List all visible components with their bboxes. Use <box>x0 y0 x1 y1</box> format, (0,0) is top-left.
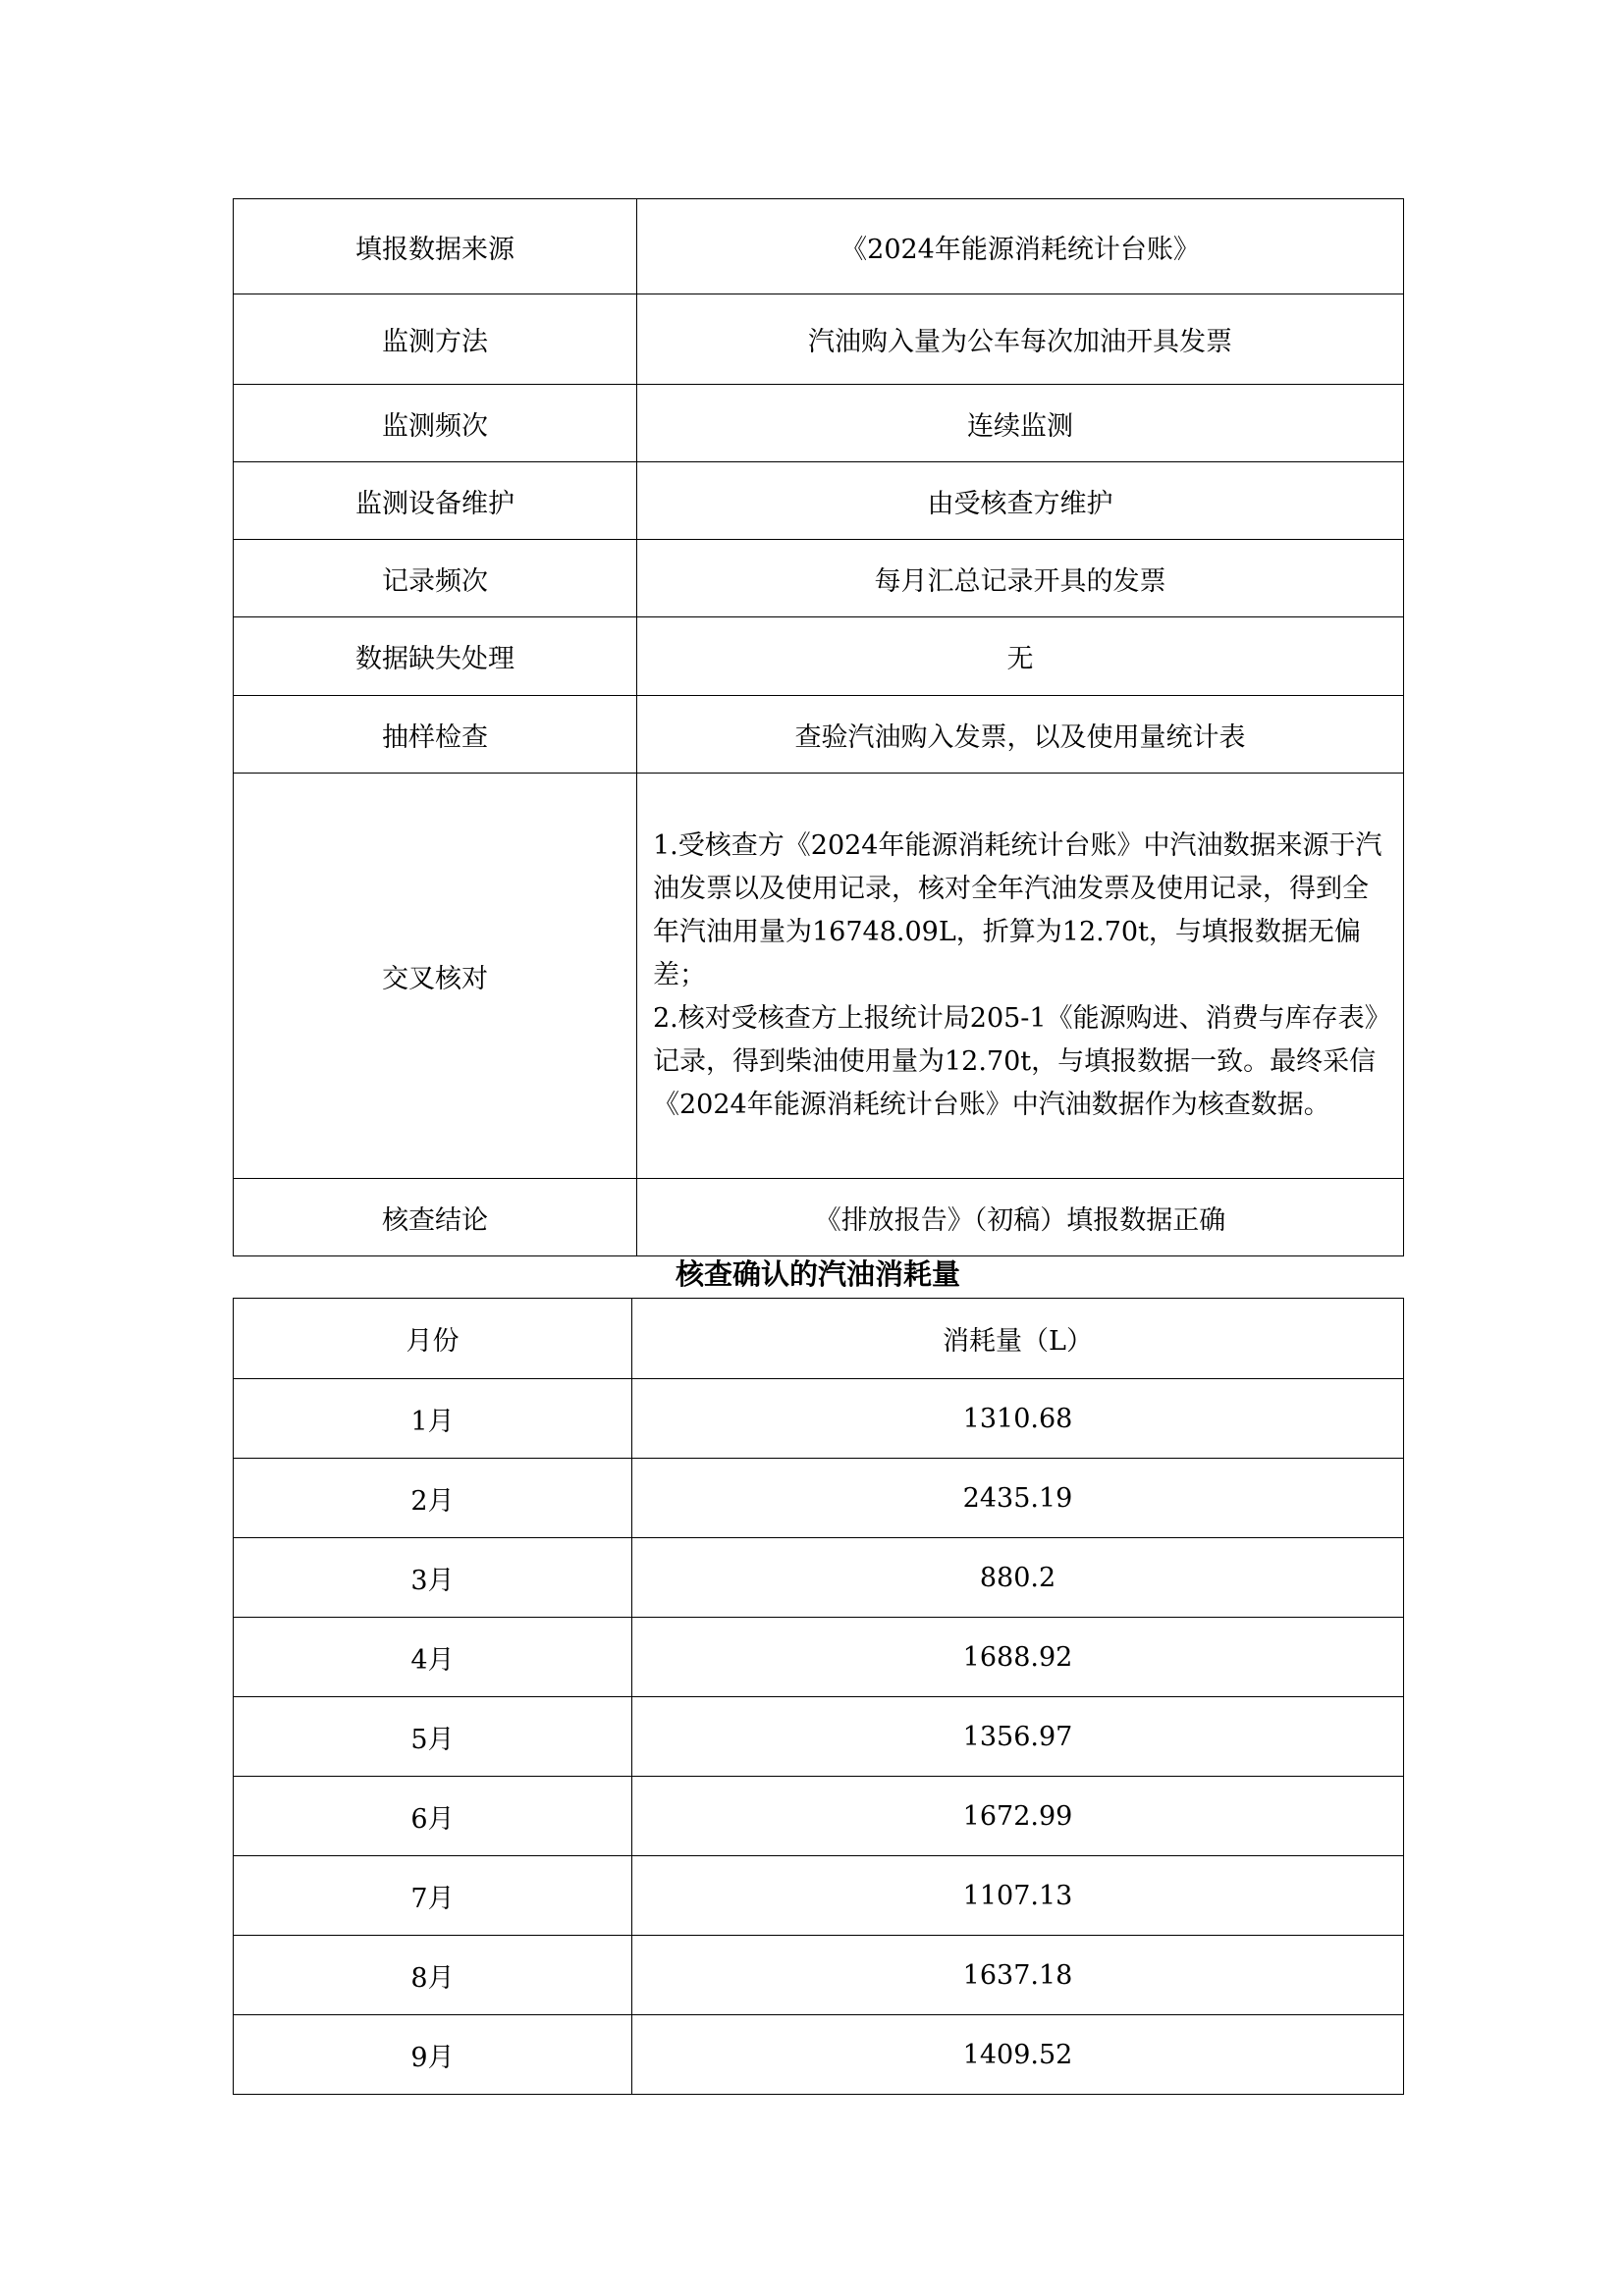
table-row <box>234 462 1404 540</box>
conclusion-value: 《排放报告》（初稿）填报数据正确 <box>637 1179 1404 1256</box>
cross-check-label: 交叉核对 <box>234 774 637 1179</box>
header-row <box>234 1299 1404 1379</box>
month-header: 月份 <box>234 1299 632 1379</box>
month-cell: 5月 <box>234 1697 632 1777</box>
row-label: 记录频次 <box>234 540 637 617</box>
table-row <box>234 540 1404 617</box>
month-cell: 1月 <box>234 1379 632 1459</box>
cross-check-text <box>637 774 1404 1179</box>
row-value: 由受核查方维护 <box>637 462 1404 540</box>
consumption-header: 消耗量（L） <box>632 1299 1404 1379</box>
table-row <box>234 385 1404 462</box>
consumption-table-caption: 核查确认的汽油消耗量 <box>675 1257 960 1291</box>
consumption-cell: 2435.19 <box>632 1459 1404 1538</box>
month-cell: 2月 <box>234 1459 632 1538</box>
month-cell: 4月 <box>234 1618 632 1697</box>
table-row <box>234 1697 1404 1777</box>
row-value: 查验汽油购入发票，以及使用量统计表 <box>637 696 1404 774</box>
month-cell: 3月 <box>234 1538 632 1618</box>
cross-check-row <box>234 774 1404 1179</box>
month-cell: 9月 <box>234 2015 632 2095</box>
row-label: 监测频次 <box>234 385 637 462</box>
conclusion-label: 核查结论 <box>234 1179 637 1256</box>
row-value: 每月汇总记录开具的发票 <box>637 540 1404 617</box>
table-row <box>234 1777 1404 1856</box>
cross-check-paragraph-1: 1.受核查方《2024年能源消耗统计台账》中汽油数据来源于汽油发票以及使用记录，核对全年汽油发票及使用记录，得到全年汽油用量为16748.09L，折算为12.70t，与填报数据无偏差； <box>653 830 1382 990</box>
verification-table <box>233 198 1404 1256</box>
consumption-cell: 1672.99 <box>632 1777 1404 1856</box>
row-value: 《2024年能源消耗统计台账》 <box>637 199 1404 294</box>
cross-check-paragraph-2: 2.核对受核查方上报统计局205-1《能源购进、消费与库存表》记录，得到柴油使用量为12.70t，与填报数据一致。最终采信《2024年能源消耗统计台账》中汽油数据作为核查数据。 <box>653 1003 1379 1120</box>
consumption-cell: 1310.68 <box>632 1379 1404 1459</box>
row-value: 连续监测 <box>637 385 1404 462</box>
table-row <box>234 1856 1404 1936</box>
table-row <box>234 1936 1404 2015</box>
consumption-cell: 1688.92 <box>632 1618 1404 1697</box>
table-row <box>234 294 1404 385</box>
row-label: 抽样检查 <box>234 696 637 774</box>
row-label: 填报数据来源 <box>234 199 637 294</box>
month-cell: 6月 <box>234 1777 632 1856</box>
month-cell: 8月 <box>234 1936 632 2015</box>
row-value: 汽油购入量为公车每次加油开具发票 <box>637 294 1404 385</box>
row-label: 监测设备维护 <box>234 462 637 540</box>
table-row <box>234 696 1404 774</box>
table-row <box>234 1618 1404 1697</box>
table-row <box>234 1459 1404 1538</box>
table-row <box>234 1379 1404 1459</box>
table-row <box>234 199 1404 294</box>
row-value: 无 <box>637 617 1404 696</box>
table-row <box>234 2015 1404 2095</box>
conclusion-row <box>234 1179 1404 1256</box>
table-row <box>234 617 1404 696</box>
consumption-cell: 1409.52 <box>632 2015 1404 2095</box>
consumption-table <box>233 1298 1404 2095</box>
consumption-cell: 880.2 <box>632 1538 1404 1618</box>
row-label: 数据缺失处理 <box>234 617 637 696</box>
consumption-cell: 1107.13 <box>632 1856 1404 1936</box>
row-label: 监测方法 <box>234 294 637 385</box>
consumption-cell: 1637.18 <box>632 1936 1404 2015</box>
consumption-cell: 1356.97 <box>632 1697 1404 1777</box>
month-cell: 7月 <box>234 1856 632 1936</box>
table-row <box>234 1538 1404 1618</box>
